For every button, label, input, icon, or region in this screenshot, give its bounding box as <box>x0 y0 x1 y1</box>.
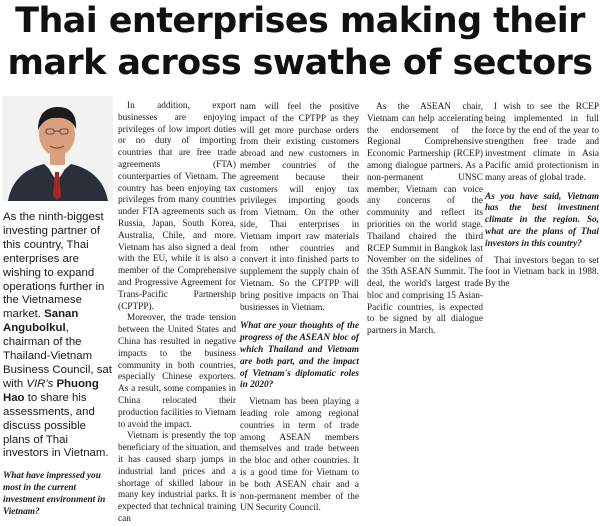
paragraph: Thai investors began to set foot in Vietnam back in 1988. By the <box>485 255 599 290</box>
outlet-name: VIR's <box>26 377 54 390</box>
intro-text: , chairman of the Thailand-Vietnam Business Council, sat with <box>3 322 112 390</box>
article-column-4 <box>367 102 483 415</box>
paragraph: nam will feel the positive impact of the CPTPP as they will get more purchase orders from their existing customers abroad and new customers in member countries of the agreement because their customers will enjoy tax privileges importing goods from Vietnam. On the other side, Thai enterprises in Vietnam import raw materials from other countries and convert it into finished parts to supplement the supply chain of Vietnam. So the CPTPP will bring positive impacts on Thai businesses in Vietnam. <box>240 102 359 313</box>
intro-text: As the ninth-biggest investing partner of this country, Thai enterprises are wishing to expand operations further in the Vietnamese market. <box>3 211 105 321</box>
intro-paragraph <box>3 211 116 461</box>
paragraph: I wish to see the RCEP being implemented in full force by the end of the year to strengthen free trade and investment climate in Asia Pacific amid protectionism in many areas of global trade. <box>485 102 599 183</box>
article-column-2 <box>118 101 236 524</box>
interviewee-name: Sanan Angubolkul <box>3 308 79 335</box>
paragraph: As the ASEAN chair, Vietnam can help accelerating the endorsement of the Regional Comprehensive Economic Partnership (RCEP) among dialogue partners. As a non-permanent UNSC member, Vietnam can voice any concerns of the community and reflect its priorities on the world stage. Thailand chaired the third RCEP Summit in Bangkok last November on the sidelines of the 35th ASEAN Summit. The deal, the world's largest trade bloc and comprising 15 Asian-Pacific countries, is expected to be signed by all dialogue partners in March. <box>367 102 483 337</box>
portrait-image <box>2 96 113 201</box>
headline-line-1: Thai enterprises making their <box>15 1 585 41</box>
intro-column <box>3 211 116 517</box>
question-2: What are your thoughts of the progress of the ASEAN bloc of which Thailand and Vietnam are both part, and the impact of Vietnam's diplomatic roles in 2020? <box>240 321 359 391</box>
question-3: As you have said, Vietnam has the best investment climate in the region. So, what are the plans of Thai investors in this country? <box>485 191 599 249</box>
article-column-3 <box>240 102 359 514</box>
question-1: What have impressed you most in the current investment environment in Vietnam? <box>3 471 106 517</box>
paragraph: Vietnam has been playing a leading role among regional countries in term of trade among ASEAN members themselves and trade between the bloc and other countries. It is a good time for Vietnam to be both ASEAN chair and a non-permanent member of the UN Security Council. <box>240 397 359 514</box>
intro-text: to share his assessments, and discuss possible plans of Thai investors in Vietnam. <box>3 391 109 460</box>
headline-line-2: mark across swathe of sectors <box>7 43 593 83</box>
article-column-5 <box>485 102 599 415</box>
interviewee-photo <box>2 96 113 201</box>
headline <box>0 0 600 84</box>
paragraph: Vietnam is presently the top beneficiary of the situation, and it has caused sharp jumps in industrial land prices and a shortage of skilled labour in many key industrial parks. It is expected that technical training can <box>118 431 236 524</box>
reporter-name: Phuong Hao <box>3 377 99 404</box>
paragraph: Moreover, the trade tension between the United States and China has resulted in negative impacts to the business community in both countries, especially Chinese exporters. As a result, some companies in China relocated their production facilities to Vietnam to avoid the impact. <box>118 313 236 430</box>
paragraph: In addition, export businesses are enjoying privileges of low import duties or no duty of importing countries that are free trade agreements (FTA) counterparties of Vietnam. The country has been enjoying tax privileges from many countries under FTA agreements such as Russia, Japan, South Korea, Australia, Chile, and more. Vietnam has also signed a deal with the EU, while it is also a member of the Comprehensive and Progressive Agreement for Trans-Pacific Partnership (CPTPP). <box>118 101 236 312</box>
